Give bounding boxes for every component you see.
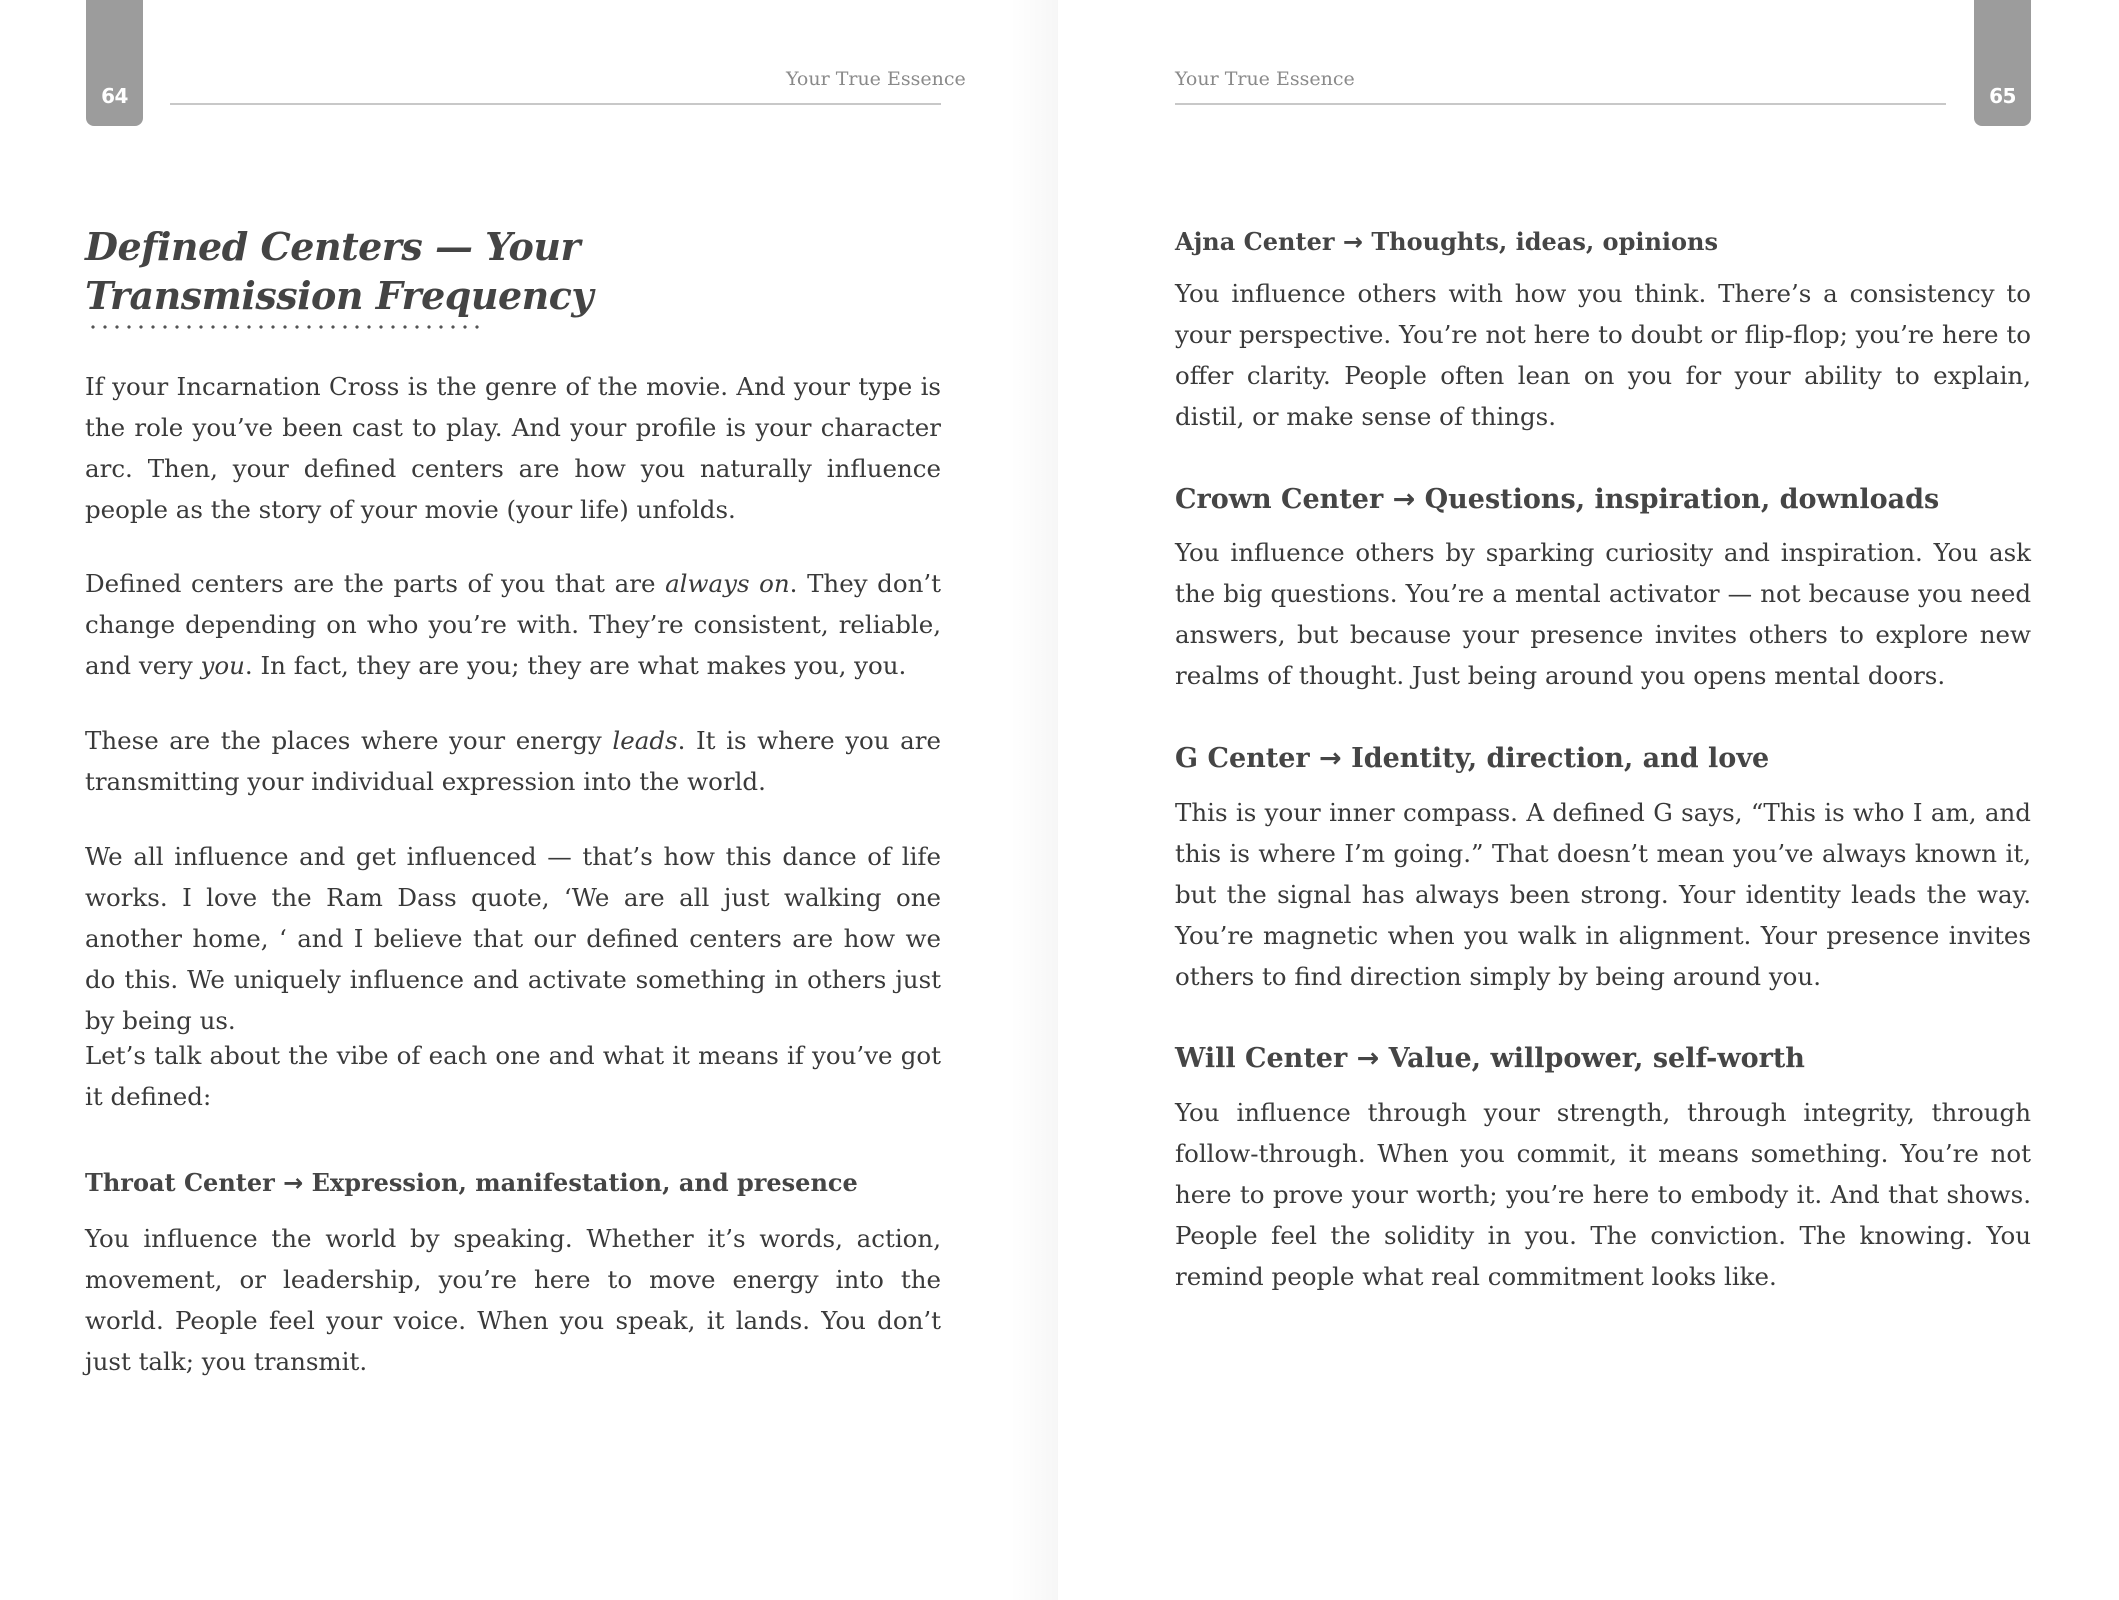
g-center-text: This is your inner compass. A defined G says, “This is who I am, and this is where I’m going.” That doesn’t mean you’ve always known it, but the signal has always been strong. Your identity leads the way. You’re magnetic when you walk in alignment. Your presence invites others to find direction simply by being around you. — [1175, 798, 2031, 991]
paragraph-3: These are the places where your energy leads. It is where you are transmitting your individual expression into the world. — [85, 726, 941, 796]
emphasis-always-on: always on — [665, 569, 790, 598]
emphasis-you: you — [200, 651, 245, 680]
throat-center-heading: Throat Center → Expression, manifestation, and presence — [85, 1168, 858, 1197]
will-center-heading: Will Center → Value, willpower, self-worth — [1175, 1043, 1805, 1074]
page-number-tab — [86, 0, 143, 126]
arrow-right-icon: → — [1342, 228, 1363, 256]
page-number: 64 — [101, 84, 128, 108]
crown-center-heading: Crown Center → Questions, inspiration, downloads — [1175, 484, 1940, 515]
paragraph-4: We all influence and get influenced — that’s how this dance of life works. I love the Ram Dass quote, ‘We are all just walking one another home, ‘ and I believe that our defined centers are how we do this. We uniquely influence and activate something in others just by being us. — [85, 842, 941, 1035]
ajna-center-text: You influence others with how you think. There’s a consistency to your perspective. You’re not here to doubt or flip-flop; you’re here to offer clarity. People often lean on you for your ability to explain, distil, or make sense of things. — [1175, 279, 2031, 431]
ajna-center-heading: Ajna Center → Thoughts, ideas, opinions — [1175, 227, 1718, 256]
g-center-heading: G Center → Identity, direction, and love — [1175, 743, 1770, 774]
header-rule — [170, 103, 941, 105]
page-number: 65 — [1989, 84, 2016, 108]
will-center-text: You influence through your strength, through integrity, through follow-through. When you commit, it means something. You’re not here to prove your worth; you’re here to embody it. And that shows. People feel the solidity in you. The conviction. The knowing. You remind people what real commitment looks like. — [1175, 1098, 2031, 1291]
crown-center-text: You influence others by sparking curiosity and inspiration. You ask the big questions. You’re a mental activator — not because you need answers, but because your presence invites others to explore new realms of thought. Just being around you opens mental doors. — [1175, 538, 2031, 690]
paragraph-1: If your Incarnation Cross is the genre of the movie. And your type is the role you’ve been cast to play. And your profile is your character arc. Then, your defined centers are how you naturally influence people as the story of your movie (your life) unfolds. — [85, 372, 941, 524]
header-rule — [1175, 103, 1946, 105]
arrow-right-icon: → — [283, 1169, 304, 1197]
page-number-tab — [1974, 0, 2031, 126]
running-head: Your True Essence — [786, 68, 966, 90]
right-page — [1058, 0, 2119, 1600]
title-line-2: Transmission Frequency — [85, 273, 593, 318]
section-title — [85, 222, 645, 320]
title-line-1: Defined Centers — Your — [85, 224, 580, 269]
paragraph-5: Let’s talk about the vibe of each one and what it means if you’ve got it defined: — [85, 1041, 941, 1111]
left-page — [0, 0, 1058, 1600]
throat-center-text: You influence the world by speaking. Whether it’s words, action, movement, or leadership, you’re here to move energy into the world. People feel your voice. When you speak, it lands. You don’t just talk; you transmit. — [85, 1224, 941, 1376]
title-dotted-underline — [87, 324, 487, 330]
arrow-right-icon: → — [1392, 484, 1416, 515]
emphasis-leads: leads — [612, 726, 678, 755]
running-head: Your True Essence — [1175, 68, 1355, 90]
paragraph-2: Defined centers are the parts of you that are always on. They don’t change depending on who you’re with. They’re consistent, reliable, and very you. In fact, they are you; they are what makes you, you. — [85, 569, 942, 680]
arrow-right-icon: → — [1356, 1043, 1380, 1074]
arrow-right-icon: → — [1319, 743, 1342, 774]
